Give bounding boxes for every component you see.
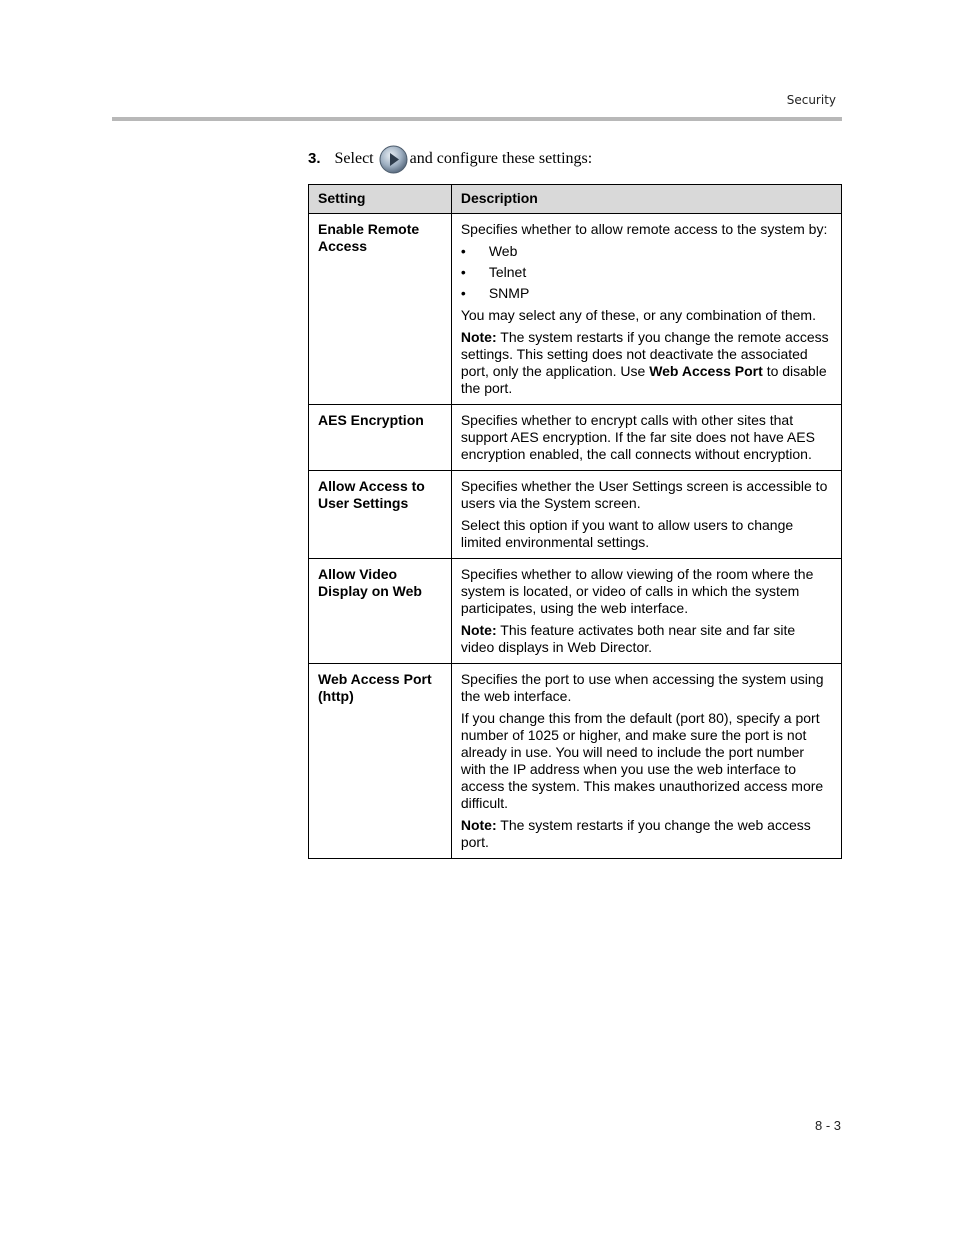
note-text: The system restarts if you change the remote access settings. This setting does not deactivate the associated port, only the application. Use <box>460 329 829 379</box>
description-text: Specifies whether to allow remote access to the system by: <box>460 221 828 237</box>
table-row <box>309 559 842 664</box>
description-text: Select this option if you want to allow users to change limited environmental settings. <box>460 517 794 550</box>
description-text: You may select any of these, or any combination of them. <box>460 307 816 323</box>
note-text: The system restarts if you change the web access port. <box>460 817 811 850</box>
section-header: Security <box>786 93 836 107</box>
list-item: • Web <box>461 243 832 260</box>
step-text-before: Select <box>334 150 374 167</box>
setting-name: Enable Remote Access <box>309 214 452 405</box>
description-text: Specifies whether the User Settings screen is accessible to users via the System screen. <box>460 478 828 511</box>
step-text-after: and configure these settings: <box>409 150 593 167</box>
list-item: • SNMP <box>461 285 832 302</box>
step-number: 3. <box>308 149 321 167</box>
setting-name: Web Access Port (http) <box>309 664 452 859</box>
options-list <box>461 243 832 302</box>
play-button-icon <box>379 145 408 174</box>
setting-name: AES Encryption <box>309 405 452 471</box>
description-text: Specifies the port to use when accessing the system using the web interface. <box>460 671 824 704</box>
setting-description <box>451 664 841 859</box>
setting-description <box>451 559 841 664</box>
note-text: This feature activates both near site and far site video displays in Web Director. <box>460 622 796 655</box>
column-header-setting: Setting <box>309 185 452 214</box>
description-text: If you change this from the default (port 80), specify a port number of 1025 or higher, and make sure the port is not already in use. You will need to include the port number with the IP address when you use the web interface to access the system. This makes unauthorized access more difficult. <box>460 710 824 811</box>
header-divider <box>112 117 842 121</box>
column-header-description: Description <box>451 185 841 214</box>
setting-description <box>451 471 841 559</box>
note <box>461 329 832 397</box>
note-text: to disable the port. <box>460 363 827 396</box>
setting-name: Allow Access to User Settings <box>309 471 452 559</box>
table-header-row <box>309 185 842 214</box>
table-row <box>309 405 842 471</box>
settings-table <box>308 184 842 859</box>
table-row <box>309 664 842 859</box>
note-label: Note: <box>460 329 497 345</box>
table-row <box>309 214 842 405</box>
step-instruction <box>308 144 592 174</box>
description-text: Specifies whether to encrypt calls with other sites that support AES encryption. If the far site does not have AES encryption enabled, the call connects without encryption. <box>460 412 815 462</box>
page-number: 8 - 3 <box>814 1118 841 1133</box>
note <box>461 817 832 851</box>
table-row <box>309 471 842 559</box>
note <box>461 622 832 656</box>
description-text: Specifies whether to allow viewing of the room where the system is located, or video of calls in which the system participates, using the web interface. <box>460 566 814 616</box>
note-emphasis: Web Access Port <box>649 363 763 379</box>
setting-description <box>451 405 841 471</box>
note-label: Note: <box>460 817 497 833</box>
list-item: • Telnet <box>461 264 832 281</box>
setting-name: Allow Video Display on Web <box>309 559 452 664</box>
setting-description <box>451 214 841 405</box>
note-label: Note: <box>460 622 497 638</box>
